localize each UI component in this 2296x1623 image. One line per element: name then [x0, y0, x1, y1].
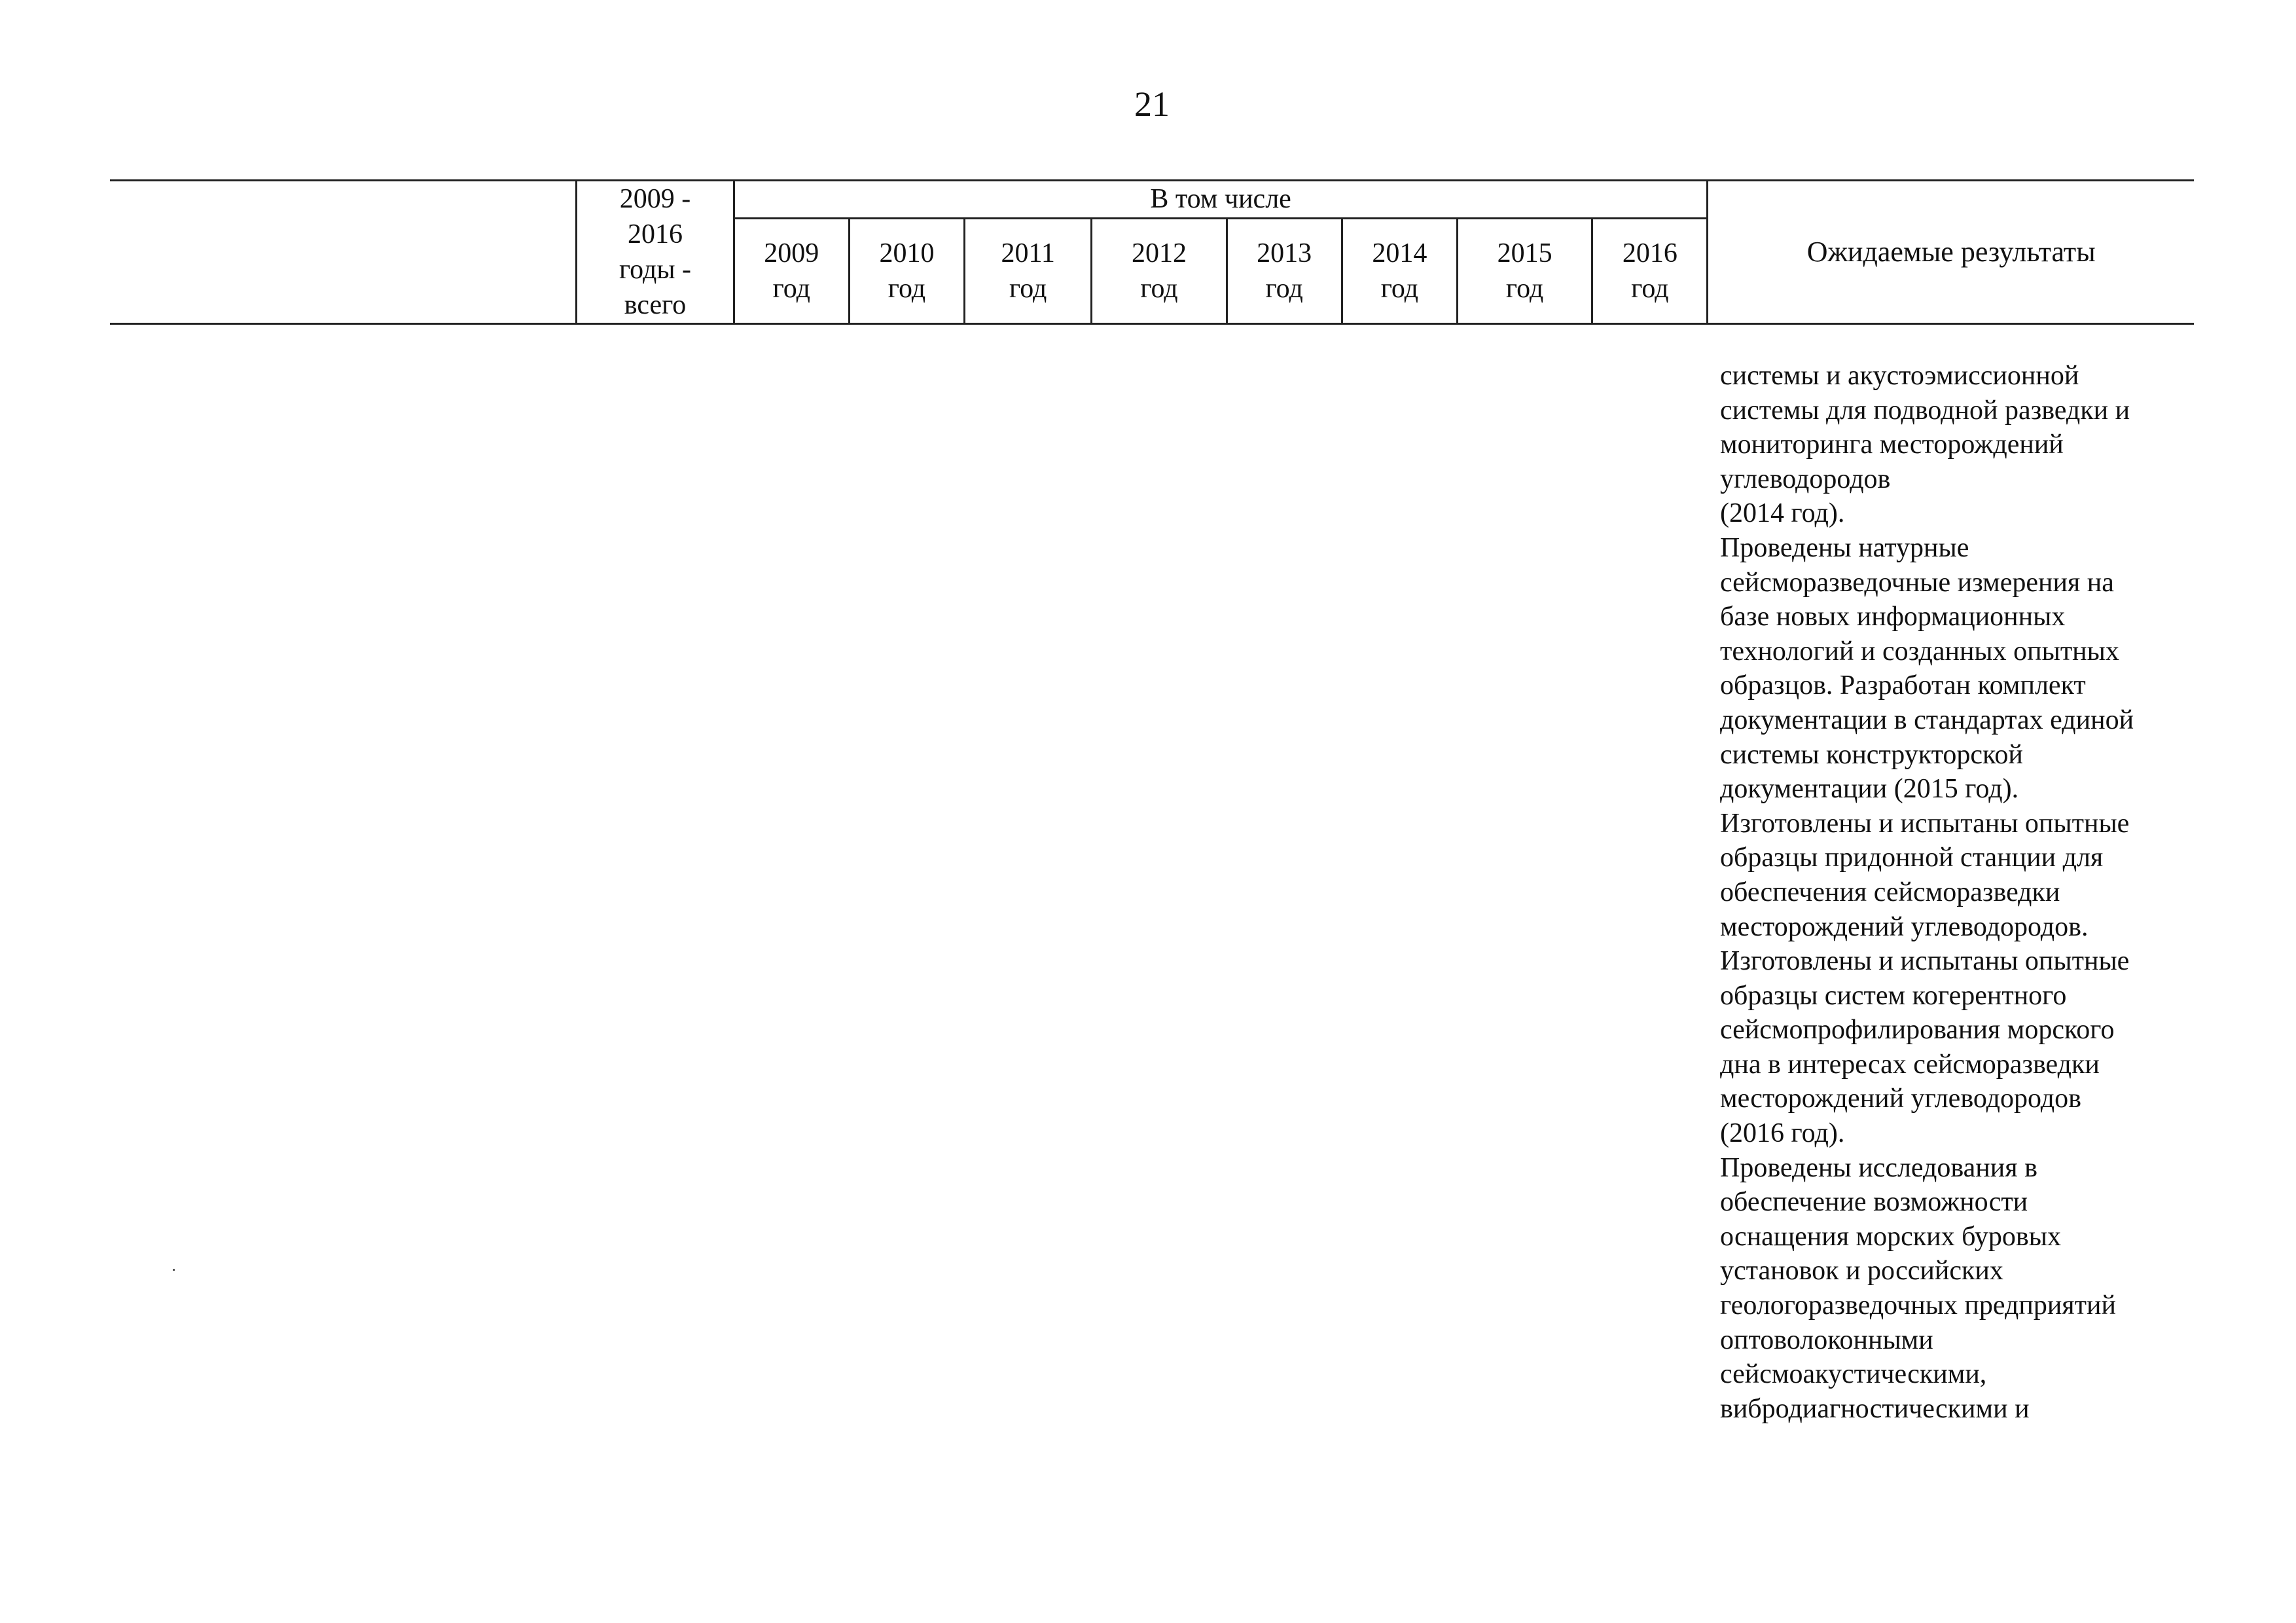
expected-results-header: Ожидаемые результаты: [1708, 181, 2194, 324]
page-number: 21: [1134, 84, 1170, 124]
year-header-2010: 2010 год: [849, 218, 964, 323]
year-header-2012: 2012 год: [1092, 218, 1227, 323]
blank-column-header: [110, 181, 577, 324]
scan-speck: [173, 1269, 175, 1271]
year-header-2011: 2011 год: [965, 218, 1092, 323]
year-header-2009: 2009 год: [734, 218, 849, 323]
total-years-header: 2009 - 2016 годы - всего: [577, 181, 734, 324]
expected-results-text: системы и акустоэмиссионной системы для подводной разведки и мониторинга месторождений углеводородов (2014 год). Проведены натурные сейсморазведочные измерения на базе новых информационных технологий и созданных опытных образцов. Разработан комплект документации в стандартах единой системы конструкторской документации (2015 год). Изготовлены и испытаны опытные образцы придонной станции для обеспечения сейсморазведки месторождений углеводородов. Изготовлены и испытаны опытные образцы систем когерентного сейсмопрофилирования морского дна в интересах сейсморазведки месторождений углеводородов (2016 год). Проведены исследования в обеспечение возможности оснащения морских буровых установок и российских геологоразведочных предприятий оптоволоконными сейсмоакустическими, вибродиагностическими и: [1720, 361, 2134, 1424]
year-header-2014: 2014 год: [1342, 218, 1457, 323]
year-header-2015: 2015 год: [1457, 218, 1592, 323]
year-header-2016: 2016 год: [1592, 218, 1708, 323]
funding-table-header: [110, 179, 2194, 325]
including-header: В том числе: [734, 181, 1708, 219]
year-header-2013: 2013 год: [1227, 218, 1342, 323]
